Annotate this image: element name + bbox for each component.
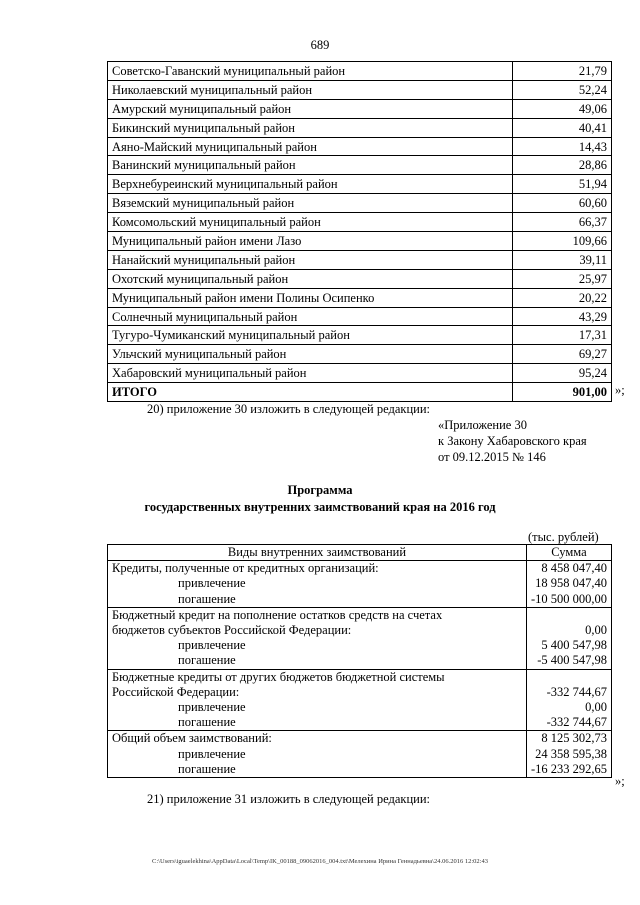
group2-title-1: Бюджетный кредит на пополнение остатков средств на счетах: [108, 607, 527, 623]
table-row: [108, 669, 612, 685]
total-row: [108, 383, 612, 402]
district-name: Советско-Гаванский муниципальный район: [108, 62, 513, 81]
table-row: [108, 175, 612, 194]
table-row: [108, 250, 612, 269]
quote-close-1: »;: [615, 383, 625, 397]
group3-total: -332 744,67: [526, 685, 611, 700]
group4-total: 8 125 302,73: [526, 731, 611, 747]
group3-attract-label: привлечение: [108, 700, 527, 715]
table-row: [108, 345, 612, 364]
total-value: 901,00: [513, 383, 612, 402]
group2-repay-label: погашение: [108, 653, 527, 669]
district-name: Солнечный муниципальный район: [108, 307, 513, 326]
item-20: 20) приложение 30 изложить в следующей редакции:: [147, 402, 430, 416]
file-path-footer: C:\Users\iguaelekhina\AppData\Local\Temp\IK_00188_09062016_004.txt\Мелехина Ирина Геннадьевна\24.06.2016 12:02:43: [152, 858, 488, 865]
group4-attract-label: привлечение: [108, 747, 527, 762]
district-value: 66,37: [513, 213, 612, 232]
district-value: 51,94: [513, 175, 612, 194]
group1-attract: 18 958 047,40: [526, 576, 611, 591]
district-value: 52,24: [513, 80, 612, 99]
group3-repay: -332 744,67: [526, 715, 611, 731]
table-header: [108, 545, 612, 561]
appendix-line-1: «Приложение 30: [438, 418, 527, 432]
district-value: 39,11: [513, 250, 612, 269]
district-name: Охотский муниципальный район: [108, 269, 513, 288]
table-row: [108, 747, 612, 762]
district-name: Верхнебуреинский муниципальный район: [108, 175, 513, 194]
table-row: [108, 731, 612, 747]
header-sum: Сумма: [526, 545, 611, 561]
borrowing-table: [107, 544, 612, 778]
appendix-line-2: к Закону Хабаровского края: [438, 434, 587, 448]
district-value: 28,86: [513, 156, 612, 175]
district-value: 43,29: [513, 307, 612, 326]
quote-close-2: »;: [615, 774, 625, 788]
table-row: [108, 137, 612, 156]
appendix-line-3: от 09.12.2015 № 146: [438, 450, 546, 464]
district-value: 69,27: [513, 345, 612, 364]
table-row: [108, 118, 612, 137]
total-label: ИТОГО: [108, 383, 513, 402]
district-name: Муниципальный район имени Лазо: [108, 232, 513, 251]
table-row: [108, 623, 612, 638]
table-row: [108, 232, 612, 251]
table-row: [108, 700, 612, 715]
table-row: [108, 592, 612, 608]
district-value: 21,79: [513, 62, 612, 81]
header-name: Виды внутренних заимствований: [108, 545, 527, 561]
district-name: Амурский муниципальный район: [108, 99, 513, 118]
group3-title-2: Российской Федерации:: [108, 685, 527, 700]
group2-title-2: бюджетов субъектов Российской Федерации:: [108, 623, 527, 638]
table-row: [108, 576, 612, 591]
group2-total: 0,00: [526, 623, 611, 638]
group3-attract: 0,00: [526, 700, 611, 715]
group2-attract: 5 400 547,98: [526, 638, 611, 653]
district-name: Хабаровский муниципальный район: [108, 364, 513, 383]
district-value: 109,66: [513, 232, 612, 251]
table-row: [108, 638, 612, 653]
item-21: 21) приложение 31 изложить в следующей редакции:: [147, 792, 430, 806]
program-subtitle: государственных внутренних заимствований края на 2016 год: [144, 500, 496, 514]
district-value: 14,43: [513, 137, 612, 156]
district-name: Вяземский муниципальный район: [108, 194, 513, 213]
district-value: 60,60: [513, 194, 612, 213]
district-value: 40,41: [513, 118, 612, 137]
table-row: [108, 99, 612, 118]
district-name: Ванинский муниципальный район: [108, 156, 513, 175]
group1-repay: -10 500 000,00: [526, 592, 611, 608]
district-name: Нанайский муниципальный район: [108, 250, 513, 269]
table-row: [108, 561, 612, 577]
group1-attract-label: привлечение: [108, 576, 527, 591]
table-row: [108, 653, 612, 669]
group4-attract: 24 358 595,38: [526, 747, 611, 762]
group1-repay-label: погашение: [108, 592, 527, 608]
districts-table: [107, 61, 612, 402]
table-row: [108, 62, 612, 81]
table-row: [108, 269, 612, 288]
units-label: (тыс. рублей): [528, 530, 599, 544]
district-value: 25,97: [513, 269, 612, 288]
group4-title: Общий объем заимствований:: [108, 731, 527, 747]
group2-repay: -5 400 547,98: [526, 653, 611, 669]
group1-total: 8 458 047,40: [526, 561, 611, 577]
district-value: 49,06: [513, 99, 612, 118]
page-number: 689: [310, 38, 330, 52]
group1-title: Кредиты, полученные от кредитных организаций:: [108, 561, 527, 577]
table-row: [108, 326, 612, 345]
district-name: Тугуро-Чумиканский муниципальный район: [108, 326, 513, 345]
district-value: 95,24: [513, 364, 612, 383]
district-value: 17,31: [513, 326, 612, 345]
district-name: Ульчский муниципальный район: [108, 345, 513, 364]
district-name: Бикинский муниципальный район: [108, 118, 513, 137]
table-row: [108, 80, 612, 99]
table-row: [108, 685, 612, 700]
table-row: [108, 607, 612, 623]
district-name: Аяно-Майский муниципальный район: [108, 137, 513, 156]
group2-attract-label: привлечение: [108, 638, 527, 653]
table-row: [108, 288, 612, 307]
table-row: [108, 307, 612, 326]
group3-repay-label: погашение: [108, 715, 527, 731]
district-name: Комсомольский муниципальный район: [108, 213, 513, 232]
table-row: [108, 156, 612, 175]
table-row: [108, 364, 612, 383]
group3-title-1: Бюджетные кредиты от других бюджетов бюджетной системы: [108, 669, 527, 685]
district-name: Николаевский муниципальный район: [108, 80, 513, 99]
table-row: [108, 715, 612, 731]
table-row: [108, 194, 612, 213]
district-name: Муниципальный район имени Полины Осипенко: [108, 288, 513, 307]
table-row: [108, 762, 612, 778]
group4-repay: -16 233 292,65: [526, 762, 611, 778]
table-row: [108, 213, 612, 232]
district-value: 20,22: [513, 288, 612, 307]
program-title: Программа: [287, 483, 353, 497]
group4-repay-label: погашение: [108, 762, 527, 778]
